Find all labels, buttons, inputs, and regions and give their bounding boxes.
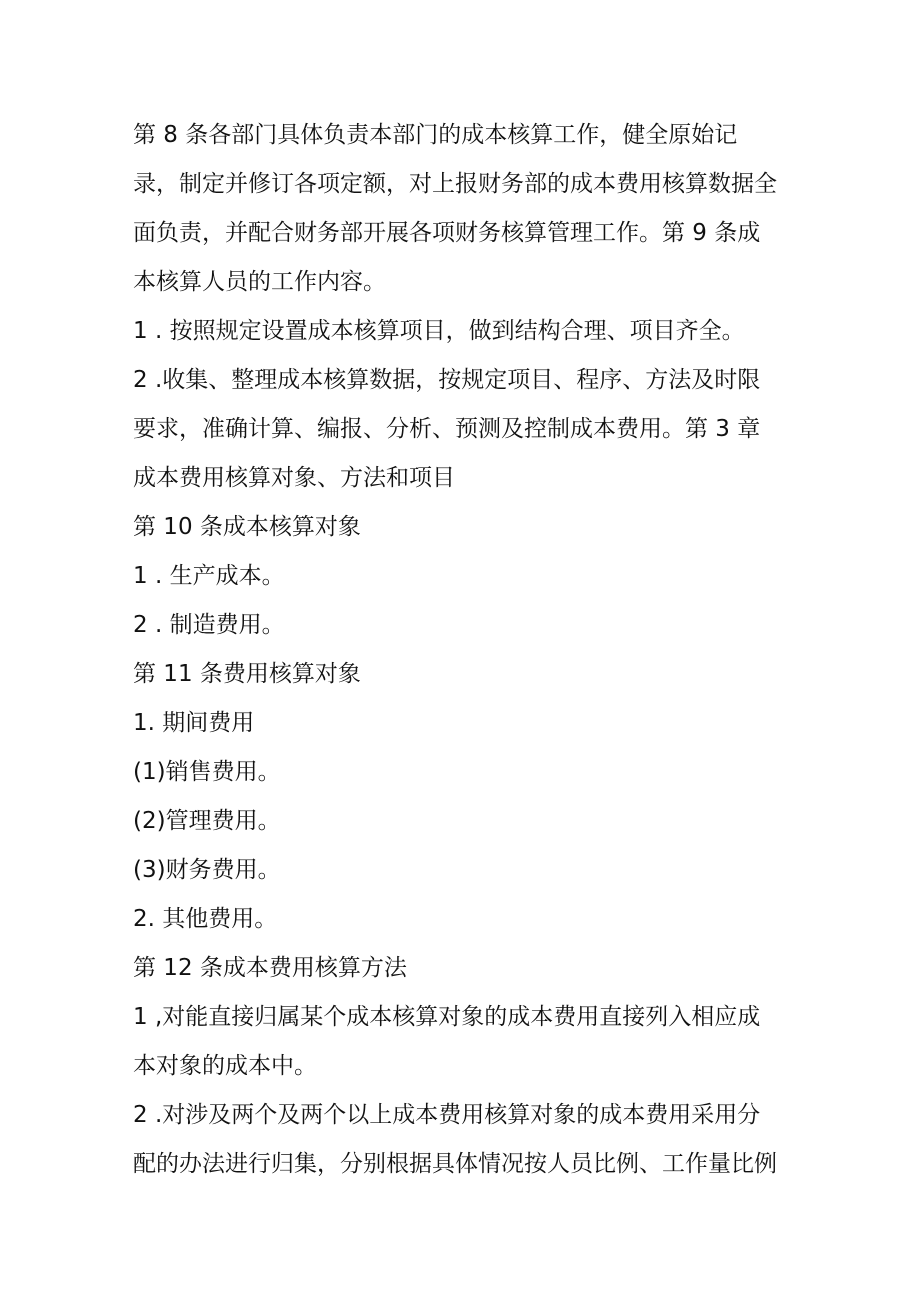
text-line: 第 8 条各部门具体负责本部门的成本核算工作，健全原始记	[133, 122, 738, 148]
text-line: 2. 其他费用。	[133, 906, 278, 932]
text-line: 成本费用核算对象、方法和项目	[133, 465, 455, 491]
text-line: 1 . 生产成本。	[133, 563, 285, 589]
text-line: 1. 期间费用	[133, 710, 255, 736]
text-line: (1)销售费用。	[133, 759, 281, 785]
text-line: 录，制定并修订各项定额，对上报财务部的成本费用核算数据全	[133, 171, 777, 197]
text-line: (2)管理费用。	[133, 808, 281, 834]
text-line: 第 12 条成本费用核算方法	[133, 955, 407, 981]
text-line: 1 . 按照规定设置成本核算项目，做到结构合理、项目齐全。	[133, 318, 745, 344]
text-line: 要求，准确计算、编报、分析、预测及控制成本费用。第 3 章	[133, 416, 761, 442]
text-line: 第 11 条费用核算对象	[133, 661, 361, 687]
text-line: 1 ,对能直接归属某个成本核算对象的成本费用直接列入相应成	[133, 1004, 761, 1030]
text-line: (3)财务费用。	[133, 857, 281, 883]
text-line: 2 .收集、整理成本核算数据，按规定项目、程序、方法及时限	[133, 367, 761, 393]
text-line: 本核算人员的工作内容。	[133, 269, 386, 295]
document-body	[133, 111, 793, 1189]
text-line: 配的办法进行归集，分别根据具体情况按人员比例、工作量比例	[133, 1151, 777, 1177]
text-line: 2 .对涉及两个及两个以上成本费用核算对象的成本费用采用分	[133, 1102, 761, 1128]
text-line: 第 10 条成本核算对象	[133, 514, 361, 540]
text-line: 面负责，并配合财务部开展各项财务核算管理工作。第 9 条成	[133, 220, 761, 246]
text-line: 2 . 制造费用。	[133, 612, 285, 638]
text-line: 本对象的成本中。	[133, 1053, 317, 1079]
